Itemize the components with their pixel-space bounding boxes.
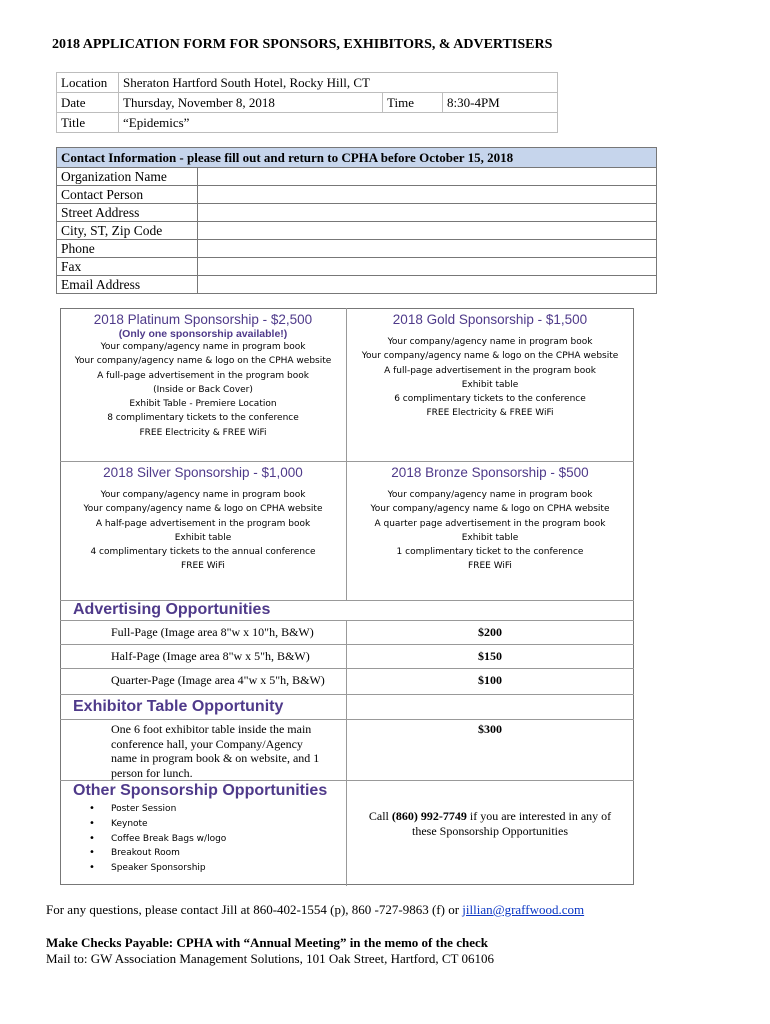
- silver-sponsorship: [60, 465, 346, 574]
- location-value: Sheraton Hartford South Hotel, Rocky Hill, CT: [119, 73, 558, 93]
- ad-quarter-page-label: Quarter-Page (Image area 4"w x 5"h, B&W): [111, 673, 325, 687]
- platinum-note: (Only one sponsorship available!): [118, 328, 288, 340]
- silver-line: FREE WiFi: [181, 561, 225, 572]
- time-label: Time: [383, 93, 443, 113]
- platinum-line: Your company/agency name & logo on the CPHA website: [74, 356, 332, 367]
- silver-line: Your company/agency name & logo on CPHA website: [83, 504, 323, 515]
- bullet-icon: •: [89, 803, 95, 814]
- org-name-label: Organization Name: [57, 168, 198, 186]
- ad-full-page-label: Full-Page (Image area 8"w x 10"h, B&W): [111, 625, 314, 639]
- list-item: • Keynote: [89, 817, 226, 832]
- gold-line: FREE Electricity & FREE WiFi: [426, 408, 554, 419]
- bronze-line: 1 complimentary ticket to the conference: [396, 547, 584, 558]
- contact-person-field[interactable]: [198, 186, 657, 204]
- exhibitor-line: person for lunch.: [111, 765, 193, 780]
- event-info-table: [56, 72, 558, 133]
- platinum-line: 8 complimentary tickets to the conference: [107, 413, 299, 424]
- ad-half-page-label: Half-Page (Image area 8"w x 5"h, B&W): [111, 649, 310, 663]
- org-name-field[interactable]: [198, 168, 657, 186]
- street-address-label: Street Address: [57, 204, 198, 222]
- date-label: Date: [57, 93, 119, 113]
- silver-line: Your company/agency name in program book: [100, 490, 306, 500]
- platinum-line: Exhibit Table - Premiere Location: [129, 399, 277, 410]
- silver-title: 2018 Silver Sponsorship - $1,000: [103, 465, 303, 480]
- ad-full-page-price: $200: [478, 625, 502, 639]
- document-title: 2018 APPLICATION FORM FOR SPONSORS, EXHIBITORS, & ADVERTISERS: [52, 37, 553, 52]
- gold-line: Your company/agency name in program book: [387, 337, 593, 347]
- other-row-line: [60, 780, 634, 781]
- exhibitor-price: $300: [478, 722, 502, 736]
- email-address-field[interactable]: [198, 276, 657, 294]
- exhibitor-line: conference hall, your Company/Agency: [111, 736, 303, 751]
- fax-label: Fax: [57, 258, 198, 276]
- title-label: Title: [57, 113, 119, 133]
- exhibitor-line: name in program book & on website, and 1: [111, 751, 320, 765]
- exhibitor-line: One 6 foot exhibitor table inside the main: [111, 722, 312, 736]
- bronze-line: Exhibit table: [461, 532, 519, 543]
- silver-line: 4 complimentary tickets to the annual conference: [90, 547, 316, 558]
- other-sponsorship-call: Call (860) 992-7749 if you are interested in any of these Sponsorship Opportunities: [368, 809, 612, 838]
- list-item: • Poster Session: [89, 802, 226, 817]
- ad-row-line-2: [60, 644, 634, 645]
- gold-title: 2018 Gold Sponsorship - $1,500: [392, 312, 588, 327]
- silver-line: Exhibit table: [174, 532, 232, 543]
- location-label: Location: [57, 73, 119, 93]
- other-sponsorship-list: [89, 802, 226, 876]
- email-link[interactable]: jillian@graffwood.com: [462, 902, 585, 917]
- list-item: • Coffee Break Bags w/logo: [89, 832, 226, 847]
- platinum-line: (Inside or Back Cover): [153, 384, 253, 395]
- questions-line: For any questions, please contact Jill at 860-402-1554 (p), 860 -727-9863 (f) or jillian@graffwood.com: [46, 902, 585, 917]
- platinum-line: FREE Electricity & FREE WiFi: [139, 427, 267, 438]
- gold-line: A full-page advertisement in the program book: [384, 365, 596, 376]
- bullet-icon: •: [89, 832, 95, 844]
- list-item: • Speaker Sponsorship: [89, 861, 226, 876]
- ad-quarter-page-price: $100: [478, 673, 502, 687]
- bronze-line: Your company/agency name in program book: [387, 490, 593, 500]
- city-state-zip-field[interactable]: [198, 222, 657, 240]
- exhibitor-row-line: [60, 719, 634, 720]
- contact-information-table: [56, 147, 657, 294]
- bronze-line: A quarter page advertisement in the program book: [374, 518, 606, 529]
- exhibitor-heading: Exhibitor Table Opportunity: [73, 698, 284, 715]
- ad-half-page-price: $150: [478, 649, 502, 663]
- phone-field[interactable]: [198, 240, 657, 258]
- bullet-icon: •: [89, 847, 95, 859]
- platinum-line: Your company/agency name in program book: [100, 342, 306, 352]
- list-item: • Breakout Room: [89, 846, 226, 861]
- ad-row-line-1: [60, 620, 634, 621]
- bullet-icon: •: [89, 817, 95, 829]
- date-value: Thursday, November 8, 2018: [119, 93, 383, 113]
- other-sponsorship-heading: Other Sponsorship Opportunities: [73, 782, 328, 799]
- ad-row-line-4: [60, 694, 634, 695]
- grid-divider-row-1: [60, 461, 634, 462]
- platinum-title: 2018 Platinum Sponsorship - $2,500: [93, 312, 313, 327]
- title-value: “Epidemics”: [119, 113, 558, 133]
- ad-row-line-3: [60, 668, 634, 669]
- advertising-heading: Advertising Opportunities: [73, 601, 271, 618]
- street-address-field[interactable]: [198, 204, 657, 222]
- bronze-sponsorship: [346, 465, 634, 574]
- city-state-zip-label: City, ST, Zip Code: [57, 222, 198, 240]
- silver-line: A half-page advertisement in the program book: [95, 518, 311, 529]
- platinum-sponsorship: [60, 312, 346, 440]
- bronze-line: FREE WiFi: [468, 561, 512, 572]
- exhibitor-description: [111, 722, 319, 780]
- bronze-line: Your company/agency name & logo on CPHA website: [370, 504, 610, 515]
- bullet-icon: •: [89, 862, 95, 874]
- fax-field[interactable]: [198, 258, 657, 276]
- gold-line: Exhibit table: [461, 379, 519, 390]
- gold-line: 6 complimentary tickets to the conference: [394, 394, 586, 405]
- checks-payable-line: Make Checks Payable: CPHA with “Annual Meeting” in the memo of the check: [46, 935, 488, 950]
- gold-sponsorship: [346, 312, 634, 421]
- time-value: 8:30-4PM: [443, 93, 558, 113]
- gold-line: Your company/agency name & logo on the CPHA website: [361, 351, 619, 362]
- call-phone-number: (860) 992-7749: [391, 809, 467, 823]
- contact-person-label: Contact Person: [57, 186, 198, 204]
- email-address-label: Email Address: [57, 276, 198, 294]
- contact-header: Contact Information - please fill out and return to CPHA before October 15, 2018: [57, 148, 657, 168]
- mail-to-line: Mail to: GW Association Management Solutions, 101 Oak Street, Hartford, CT 06106: [46, 951, 494, 966]
- platinum-line: A full-page advertisement in the program book: [97, 370, 309, 381]
- bronze-title: 2018 Bronze Sponsorship - $500: [391, 465, 589, 480]
- phone-label: Phone: [57, 240, 198, 258]
